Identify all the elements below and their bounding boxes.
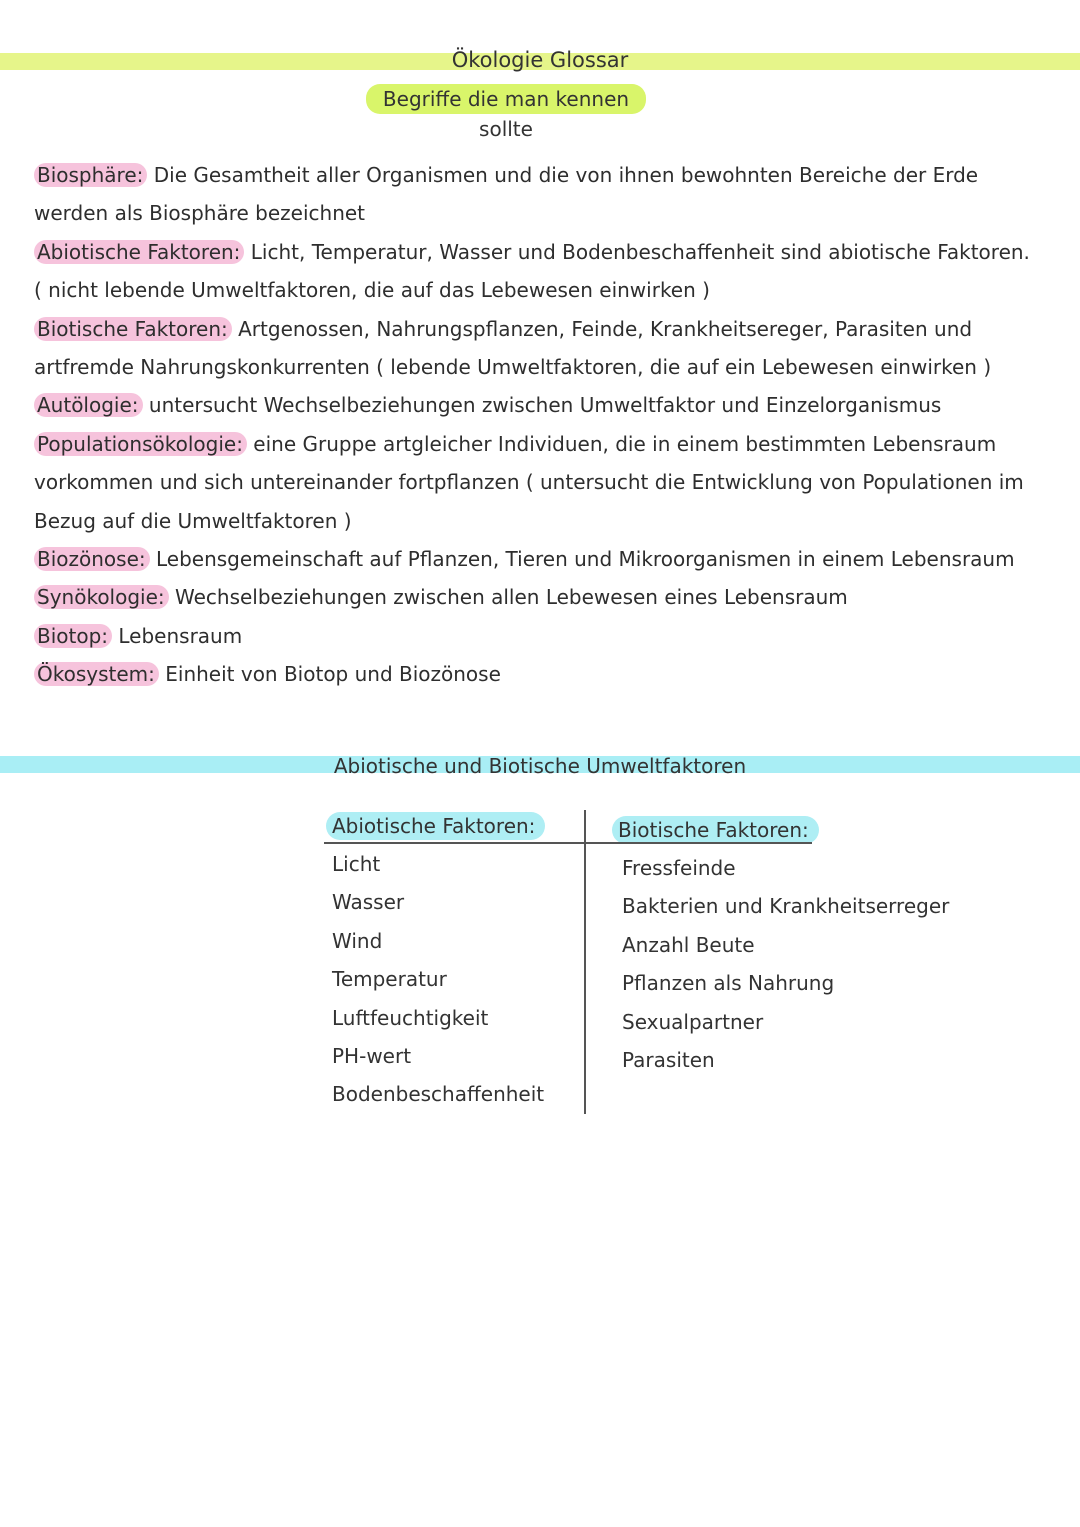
glossary-definition: Lebensgemeinschaft auf Pflanzen, Tieren und Mikroorganismen in einem Lebensraum: [149, 547, 1015, 572]
biotic-factor-item: Pflanzen als Nahrung: [622, 971, 835, 996]
glossary-term: Populationsökologie:: [34, 432, 247, 456]
glossary-definition: Lebensraum: [112, 623, 243, 648]
biotic-column-header: Biotische Faktoren:: [612, 816, 819, 844]
glossary-entry: [34, 617, 1044, 655]
glossary-definition: Artgenossen, Nahrungspflanzen, Feinde, Krankheitsereger, Parasiten und artfremde Nahrungskonkurrenten ( lebende Umweltfaktoren, die auf ein Lebewesen einwirken ): [34, 316, 992, 380]
table-header-divider: [324, 842, 812, 844]
glossary-term: Biotische Faktoren:: [34, 317, 232, 341]
glossary-definition: Die Gesamtheit aller Organismen und die von ihnen bewohnten Bereiche der Erde werden als Biosphäre bezeichnet: [34, 163, 979, 226]
biotic-factor-list: [622, 849, 949, 1079]
glossary-definition: untersucht Wechselbeziehungen zwischen Umweltfaktor und Einzelorganismus: [142, 393, 942, 418]
abiotic-column-header: Abiotische Faktoren:: [326, 812, 545, 840]
glossary-entry: [34, 540, 1044, 578]
biotic-factor-item: Parasiten: [622, 1047, 715, 1072]
abiotic-factor-list: [332, 845, 544, 1114]
abiotic-factor-item: PH-wert: [332, 1043, 412, 1068]
abiotic-factor-item: Wasser: [332, 890, 405, 915]
biotic-factor-item: Bakterien und Krankheitserreger: [622, 894, 950, 919]
glossary-term: Synökologie:: [34, 585, 169, 609]
glossary-entry: [34, 578, 1044, 616]
biotic-factor-item: Anzahl Beute: [622, 932, 755, 957]
glossary-term: Autölogie:: [34, 393, 143, 417]
glossary-entry: [34, 425, 1044, 540]
glossary-list: [34, 156, 1044, 694]
glossary-definition: Licht, Temperatur, Wasser und Bodenbeschaffenheit sind abiotische Faktoren. ( nicht lebende Umweltfaktoren, die auf das Lebewesen einwirken ): [34, 239, 1030, 303]
abiotic-factor-item: Bodenbeschaffenheit: [332, 1082, 545, 1107]
glossary-entry: [34, 310, 1044, 387]
abiotic-factor-item: Temperatur: [332, 967, 447, 992]
glossary-entry: [34, 386, 1044, 424]
glossary-term: Biosphäre:: [34, 163, 147, 187]
page-subtitle: Begriffe die man kennen sollte: [366, 84, 646, 114]
glossary-entry: [34, 655, 1044, 693]
biotic-factor-item: Fressfeinde: [622, 856, 736, 880]
table-column-divider: [584, 810, 586, 1114]
glossary-definition: Wechselbeziehungen zwischen allen Lebewesen eines Lebensraum: [168, 585, 848, 610]
glossary-term: Biozönose:: [34, 547, 150, 571]
abiotic-factor-item: Luftfeuchtigkeit: [332, 1005, 489, 1030]
page-title: Ökologie Glossar: [451, 48, 629, 72]
glossary-definition: Einheit von Biotop und Biozönose: [158, 662, 501, 687]
glossary-entry: [34, 156, 1044, 233]
abiotic-factor-item: Licht: [332, 852, 381, 876]
glossary-entry: [34, 233, 1044, 310]
factors-section-title: Abiotische und Biotische Umweltfaktoren: [333, 754, 747, 778]
glossary-term: Abiotische Faktoren:: [34, 240, 244, 264]
biotic-factor-item: Sexualpartner: [622, 1009, 764, 1034]
glossary-term: Ökosystem:: [34, 662, 159, 686]
glossary-definition: eine Gruppe artgleicher Individuen, die in einem bestimmten Lebensraum vorkommen und sich untereinander fortpflanzen ( untersucht die Entwicklung von Populationen im Bezug auf die Umweltfaktoren ): [34, 431, 1024, 533]
glossary-term: Biotop:: [34, 624, 112, 648]
abiotic-factor-item: Wind: [332, 928, 383, 953]
